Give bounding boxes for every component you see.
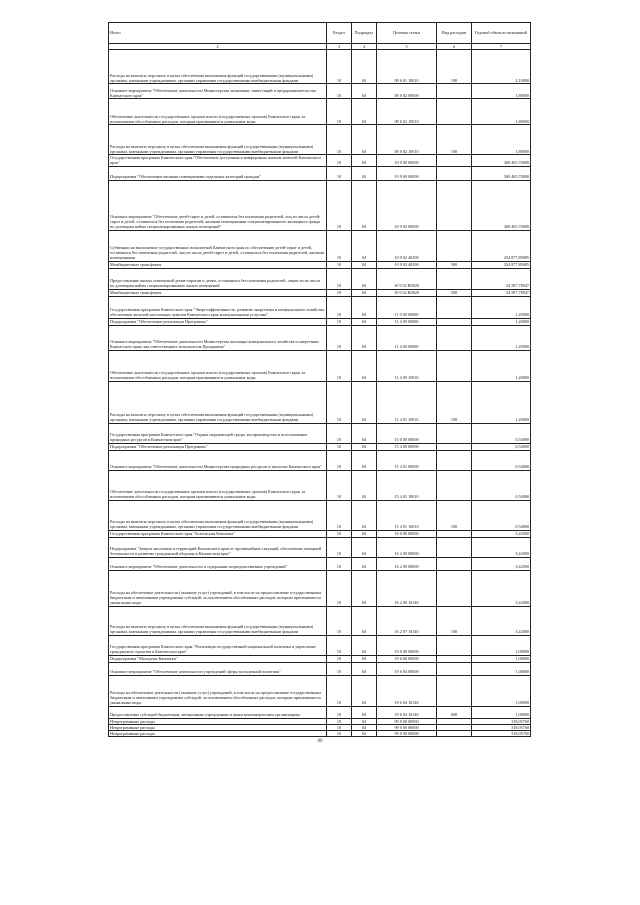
row-amount: 369 465,70000 (472, 166, 531, 180)
row-amount: 3,42000 (472, 537, 531, 557)
row-razdel: 10 (327, 99, 352, 125)
row-target-article: 15 4 00 00000 (377, 443, 437, 450)
row-target-article: 08 6 02 10010 (377, 125, 437, 155)
row-expense-type: 100 (437, 606, 472, 635)
col-number-4: 4 (352, 44, 377, 50)
row-razdel: 10 (327, 662, 352, 675)
row-target-article: 16 2 00 10140 (377, 570, 437, 606)
table-row (109, 84, 531, 99)
row-name: Основное мероприятие "Обеспечение деятельности и содержание подведомственных учреждений" (109, 557, 327, 570)
row-podrazdel: 04 (352, 635, 377, 655)
row-name: Обеспечение деятельности государственных органов власти (государственных органов) Камчатского края, за исключением обособленных расходов, которым присваиваются уникальные коды (109, 99, 327, 125)
row-target-article: 11 4 01 10010 (377, 381, 437, 423)
row-podrazdel: 04 (352, 50, 377, 84)
row-podrazdel: 04 (352, 706, 377, 718)
row-amount: 318,05760 (472, 724, 531, 730)
table-row (109, 261, 531, 268)
row-podrazdel: 04 (352, 268, 377, 289)
table-row (109, 443, 531, 450)
row-podrazdel: 04 (352, 718, 377, 724)
row-expense-type: 500 (437, 261, 472, 268)
table-row (109, 230, 531, 261)
row-podrazdel: 04 (352, 443, 377, 450)
row-podrazdel: 04 (352, 500, 377, 530)
table-row (109, 706, 531, 718)
row-podrazdel: 04 (352, 557, 377, 570)
row-name: Предоставление жилых помещений детям-сиротам и детям, оставшимся без попечения родителей, лицам из их числа по договорам найма специализированных жилых помещений (109, 268, 327, 289)
row-amount: 254 877,89085 (472, 261, 531, 268)
row-name: Расходы на выплаты персоналу в целях обеспечения выполнения функций государственными (муниципальными) органами, казенными учреждениями, органами управления государственными внебюджетными фондами (109, 125, 327, 155)
row-podrazdel: 04 (352, 470, 377, 500)
row-razdel: 10 (327, 381, 352, 423)
row-target-article: 99 0 00 00000 (377, 718, 437, 724)
row-target-article: 15 0 00 00000 (377, 423, 437, 443)
row-expense-type (437, 443, 472, 450)
table-row (109, 470, 531, 500)
row-expense-type: 100 (437, 125, 472, 155)
row-name: Подпрограмма "Обеспечение реализации Программы" (109, 318, 327, 325)
row-name: Основное мероприятие "Обеспечение детей-сирот и детей, оставшихся без попечения родителей, лиц из числа детей-сирот и детей, оставшихся без попечения родителей, жилыми помещениями специализированного жилищного фонда по договорам найма специализированных жилых помещений" (109, 180, 327, 230)
row-amount: 0,54000 (472, 450, 531, 470)
row-razdel: 10 (327, 443, 352, 450)
row-expense-type (437, 296, 472, 318)
row-target-article: 19 6 04 10140 (377, 675, 437, 706)
row-expense-type (437, 557, 472, 570)
row-name: Подпрограмма "Обеспечение реализации Программы" (109, 443, 327, 450)
budget-sheet (108, 22, 530, 737)
row-amount: 1,08000 (472, 675, 531, 706)
row-razdel: 10 (327, 724, 352, 730)
col-number-7: 7 (472, 44, 531, 50)
row-razdel: 10 (327, 261, 352, 268)
table-row (109, 537, 531, 557)
row-amount: 54 587,78947 (472, 268, 531, 289)
row-amount: 369 465,70000 (472, 155, 531, 166)
row-target-article: 10 9 02 40290 (377, 261, 437, 268)
col-number-3: 3 (327, 44, 352, 50)
row-razdel: 10 (327, 675, 352, 706)
row-podrazdel: 04 (352, 450, 377, 470)
row-target-article: 10 9 02 R0820 (377, 289, 437, 296)
table-row (109, 606, 531, 635)
table-row (109, 180, 531, 230)
row-name: Расходы на выплаты персоналу в целях обеспечения выполнения функций государственными (муниципальными) органами, казенными учреждениями, органами управления государственными внебюджетными фондами (109, 381, 327, 423)
row-podrazdel: 04 (352, 155, 377, 166)
page-number: 80 (317, 739, 323, 744)
row-name: Расходы на выплаты персоналу в целях обеспечения выполнения функций государственными (муниципальными) органами, казенными учреждениями, органами управления государственными внебюджетными фондами (109, 50, 327, 84)
row-podrazdel: 04 (352, 731, 377, 737)
row-expense-type (437, 570, 472, 606)
row-amount: 1,80000 (472, 125, 531, 155)
row-razdel: 10 (327, 84, 352, 99)
table-row (109, 318, 531, 325)
row-amount: 1,80000 (472, 99, 531, 125)
row-target-article: 11 0 00 00000 (377, 296, 437, 318)
row-target-article: 15 4 01 10010 (377, 500, 437, 530)
row-razdel: 10 (327, 50, 352, 84)
row-razdel: 10 (327, 230, 352, 261)
row-expense-type (437, 230, 472, 261)
row-target-article: 15 4 01 10010 (377, 470, 437, 500)
row-razdel: 10 (327, 718, 352, 724)
row-razdel: 10 (327, 325, 352, 350)
row-target-article: 15 4 01 00000 (377, 450, 437, 470)
row-amount: 1,20000 (472, 381, 531, 423)
row-amount: 1,20000 (472, 318, 531, 325)
row-razdel: 10 (327, 706, 352, 718)
row-amount: 1,08000 (472, 655, 531, 662)
row-amount: 318,05760 (472, 731, 531, 737)
row-name: Межбюджетные трансферты (109, 289, 327, 296)
row-podrazdel: 04 (352, 724, 377, 730)
row-expense-type (437, 450, 472, 470)
row-name: Подпрограмма "Молодежь Камчатки" (109, 655, 327, 662)
row-expense-type (437, 423, 472, 443)
row-amount: 2,10000 (472, 50, 531, 84)
table-row (109, 423, 531, 443)
table-row (109, 530, 531, 537)
row-podrazdel: 04 (352, 125, 377, 155)
row-razdel: 10 (327, 268, 352, 289)
row-podrazdel: 04 (352, 166, 377, 180)
row-podrazdel: 04 (352, 180, 377, 230)
row-podrazdel: 04 (352, 675, 377, 706)
row-podrazdel: 04 (352, 84, 377, 99)
row-razdel: 10 (327, 318, 352, 325)
table-row (109, 289, 531, 296)
row-amount: 1,80000 (472, 84, 531, 99)
row-target-article: 10 9 02 00000 (377, 180, 437, 230)
table-row (109, 500, 531, 530)
row-name: Межбюджетные трансферты (109, 261, 327, 268)
row-amount: 0,54000 (472, 470, 531, 500)
row-razdel: 10 (327, 635, 352, 655)
row-name: Обеспечение деятельности государственных органов власти (государственных органов) Камчатского края, за исключением обособленных расходов, которым присваиваются уникальные коды (109, 350, 327, 381)
row-podrazdel: 04 (352, 662, 377, 675)
table-row (109, 635, 531, 655)
row-target-article: 11 4 00 00000 (377, 325, 437, 350)
row-podrazdel: 04 (352, 606, 377, 635)
table-body (109, 50, 531, 737)
row-target-article: 16 2 00 00000 (377, 557, 437, 570)
row-expense-type: 100 (437, 50, 472, 84)
row-podrazdel: 04 (352, 655, 377, 662)
header-razdel: Раздел (327, 23, 352, 44)
row-podrazdel: 04 (352, 99, 377, 125)
table-row (109, 662, 531, 675)
table-row (109, 570, 531, 606)
row-name: Субвенции на выполнение государственных полномочий Камчатского края по обеспечению детей-сирот и детей, оставшихся без попечения родителей, лиц из числа детей-сирот и детей, оставшихся без попечения родителей, жилыми помещениями (109, 230, 327, 261)
row-expense-type (437, 470, 472, 500)
row-expense-type: 500 (437, 289, 472, 296)
row-razdel: 10 (327, 537, 352, 557)
row-razdel: 10 (327, 155, 352, 166)
row-expense-type (437, 635, 472, 655)
row-target-article: 11 4 00 00000 (377, 318, 437, 325)
row-name: Основное мероприятие "Обеспечение деятельности учреждений сферы молодежной политики" (109, 662, 327, 675)
row-target-article: 10 0 00 00000 (377, 155, 437, 166)
row-podrazdel: 04 (352, 570, 377, 606)
row-razdel: 10 (327, 180, 352, 230)
row-amount: 1,08000 (472, 706, 531, 718)
row-expense-type (437, 325, 472, 350)
row-name: Основное мероприятие "Обеспечение деятельности Министерства жилищно-коммунального хозяйства и энергетики Камчатского края, как ответственного исполнителя Программы" (109, 325, 327, 350)
header-podrazdel: Подраздел (352, 23, 377, 44)
row-target-article: 10 9 00 00000 (377, 166, 437, 180)
row-razdel: 10 (327, 470, 352, 500)
header-cs: Целевая статья (377, 23, 437, 44)
row-target-article: 99 0 00 00000 (377, 731, 437, 737)
row-podrazdel: 04 (352, 350, 377, 381)
row-name: Расходы на выплаты персоналу в целях обеспечения выполнения функций государственными (муниципальными) органами, казенными учреждениями, органами управления государственными внебюджетными фондами (109, 500, 327, 530)
header-vr: Вид расходов (437, 23, 472, 44)
row-target-article: 19 6 04 00000 (377, 662, 437, 675)
row-target-article: 16 0 00 00000 (377, 530, 437, 537)
row-razdel: 10 (327, 166, 352, 180)
table-row (109, 325, 531, 350)
row-name: Государственная программа Камчатского края "Энергоэффективность, развитие энергетики и коммунального хозяйства, обеспечение жителей населенных пунктов Камчатского края коммунальными услугами" (109, 296, 327, 318)
row-target-article: 19 0 00 00000 (377, 635, 437, 655)
row-expense-type (437, 675, 472, 706)
budget-table (108, 22, 531, 737)
col-number-6: 6 (437, 44, 472, 50)
table-row (109, 731, 531, 737)
row-expense-type (437, 99, 472, 125)
row-name: Расходы на обеспечение деятельности (оказание услуг) учреждений, в том числе на предоставление государственным бюджетным и автономным учреждениям субсидий, за исключением обособленных расходов, которым присваиваются уникальные коды (109, 570, 327, 606)
row-target-article: 10 9 02 40290 (377, 230, 437, 261)
row-target-article: 99 0 00 00000 (377, 724, 437, 730)
row-target-article: 08 6 02 00000 (377, 84, 437, 99)
table-row (109, 350, 531, 381)
row-target-article: 08 6 02 10010 (377, 99, 437, 125)
row-podrazdel: 04 (352, 261, 377, 268)
row-name: Подпрограмма "Защита населения и территорий Камчатского края от чрезвычайных ситуаций, обеспечение пожарной безопасности и развитие гражданской обороны в Камчатском крае" (109, 537, 327, 557)
table-row (109, 125, 531, 155)
row-razdel: 10 (327, 296, 352, 318)
row-amount: 3,42000 (472, 557, 531, 570)
table-row (109, 296, 531, 318)
header-name: Итого (109, 23, 327, 44)
col-number-2: 2 (109, 44, 327, 50)
row-expense-type (437, 655, 472, 662)
row-target-article: 16 2 00 00000 (377, 537, 437, 557)
row-expense-type: 100 (437, 381, 472, 423)
row-razdel: 10 (327, 570, 352, 606)
row-razdel: 10 (327, 655, 352, 662)
row-name: Подпрограмма "Обеспечение жилыми помещениями отдельных категорий граждан" (109, 166, 327, 180)
row-amount: 369 465,70000 (472, 180, 531, 230)
row-name: Государственная программа Камчатского края "Обеспечение доступным и комфортным жильем жителей Камчатского края" (109, 155, 327, 166)
row-name: Непрограммные расходы (109, 724, 327, 730)
row-name: Расходы на обеспечение деятельности (оказание услуг) учреждений, в том числе на предоставление государственным бюджетным и автономным учреждениям субсидий, за исключением обособленных расходов, которым присваиваются уникальные коды (109, 675, 327, 706)
row-podrazdel: 04 (352, 289, 377, 296)
row-amount: 1,08000 (472, 662, 531, 675)
row-amount: 3,42000 (472, 530, 531, 537)
row-target-article: 16 2 07 10140 (377, 606, 437, 635)
row-amount: 1,08000 (472, 635, 531, 655)
row-name: Основное мероприятие "Обеспечение деятельности Министерства природных ресурсов и экологии Камчатского края" (109, 450, 327, 470)
row-expense-type (437, 731, 472, 737)
row-razdel: 10 (327, 606, 352, 635)
row-expense-type (437, 318, 472, 325)
row-amount: 0,54000 (472, 500, 531, 530)
table-row (109, 557, 531, 570)
row-podrazdel: 04 (352, 530, 377, 537)
row-name: Обеспечение деятельности государственных органов власти (государственных органов) Камчатского края, за исключением обособленных расходов, которым присваиваются уникальные коды (109, 470, 327, 500)
row-razdel: 10 (327, 350, 352, 381)
row-name: Расходы на выплаты персоналу в целях обеспечения выполнения функций государственными (муниципальными) органами, казенными учреждениями, органами управления государственными внебюджетными фондами (109, 606, 327, 635)
row-amount: 1,20000 (472, 296, 531, 318)
row-name: Государственная программа Камчатского края "Реализация государственной национальной политики и укрепление гражданского единства в Камчатском крае" (109, 635, 327, 655)
row-razdel: 10 (327, 423, 352, 443)
row-razdel: 10 (327, 530, 352, 537)
row-razdel: 10 (327, 731, 352, 737)
row-amount: 3,42000 (472, 606, 531, 635)
row-podrazdel: 04 (352, 318, 377, 325)
row-podrazdel: 04 (352, 296, 377, 318)
table-row (109, 268, 531, 289)
row-expense-type (437, 155, 472, 166)
row-expense-type: 100 (437, 500, 472, 530)
row-podrazdel: 04 (352, 230, 377, 261)
row-expense-type (437, 268, 472, 289)
row-podrazdel: 04 (352, 381, 377, 423)
row-expense-type (437, 166, 472, 180)
row-expense-type (437, 180, 472, 230)
row-razdel: 10 (327, 500, 352, 530)
row-name: Государственная программа Камчатского края "Безопасная Камчатка" (109, 530, 327, 537)
row-name: Государственная программа Камчатского края "Охрана окружающей среды, воспроизводство и использование природных ресурсов в Камчатском крае" (109, 423, 327, 443)
table-row (109, 655, 531, 662)
table-row (109, 50, 531, 84)
row-amount: 254 877,89085 (472, 230, 531, 261)
row-podrazdel: 04 (352, 423, 377, 443)
row-amount: 1,20000 (472, 325, 531, 350)
row-name: Предоставление субсидий бюджетным, автономным учреждениям и иным некоммерческим организациям (109, 706, 327, 718)
table-row (109, 675, 531, 706)
row-amount: 318,05760 (472, 718, 531, 724)
row-razdel: 10 (327, 450, 352, 470)
row-amount: 1,20000 (472, 350, 531, 381)
row-razdel: 10 (327, 289, 352, 296)
row-podrazdel: 04 (352, 325, 377, 350)
row-target-article: 11 4 00 10010 (377, 350, 437, 381)
col-number-5: 5 (377, 44, 437, 50)
row-target-article: 19 6 00 00000 (377, 655, 437, 662)
row-expense-type (437, 662, 472, 675)
table-row (109, 99, 531, 125)
row-amount: 54 587,78947 (472, 289, 531, 296)
row-expense-type (437, 350, 472, 381)
row-target-article: 10 9 02 R0820 (377, 268, 437, 289)
row-expense-type (437, 530, 472, 537)
row-name: Непрограммные расходы (109, 718, 327, 724)
row-target-article: 08 6 01 10010 (377, 50, 437, 84)
table-row (109, 381, 531, 423)
table-row (109, 450, 531, 470)
table-header-row (109, 23, 531, 44)
table-row (109, 155, 531, 166)
row-name: Основное мероприятие "Обеспечение деятельности Министерства экономики, инвестиций и предпринимательства Камчатского края" (109, 84, 327, 99)
row-expense-type (437, 84, 472, 99)
row-razdel: 10 (327, 557, 352, 570)
row-expense-type: 600 (437, 706, 472, 718)
row-razdel: 10 (327, 125, 352, 155)
header-sum: Годовой объем ассигнований (472, 23, 531, 44)
row-amount: 0,54000 (472, 443, 531, 450)
row-podrazdel: 04 (352, 537, 377, 557)
table-row (109, 166, 531, 180)
row-amount: 0,54000 (472, 423, 531, 443)
row-target-article: 19 6 04 10140 (377, 706, 437, 718)
row-amount: 3,42000 (472, 570, 531, 606)
row-name: Непрограммные расходы (109, 731, 327, 737)
row-expense-type (437, 537, 472, 557)
